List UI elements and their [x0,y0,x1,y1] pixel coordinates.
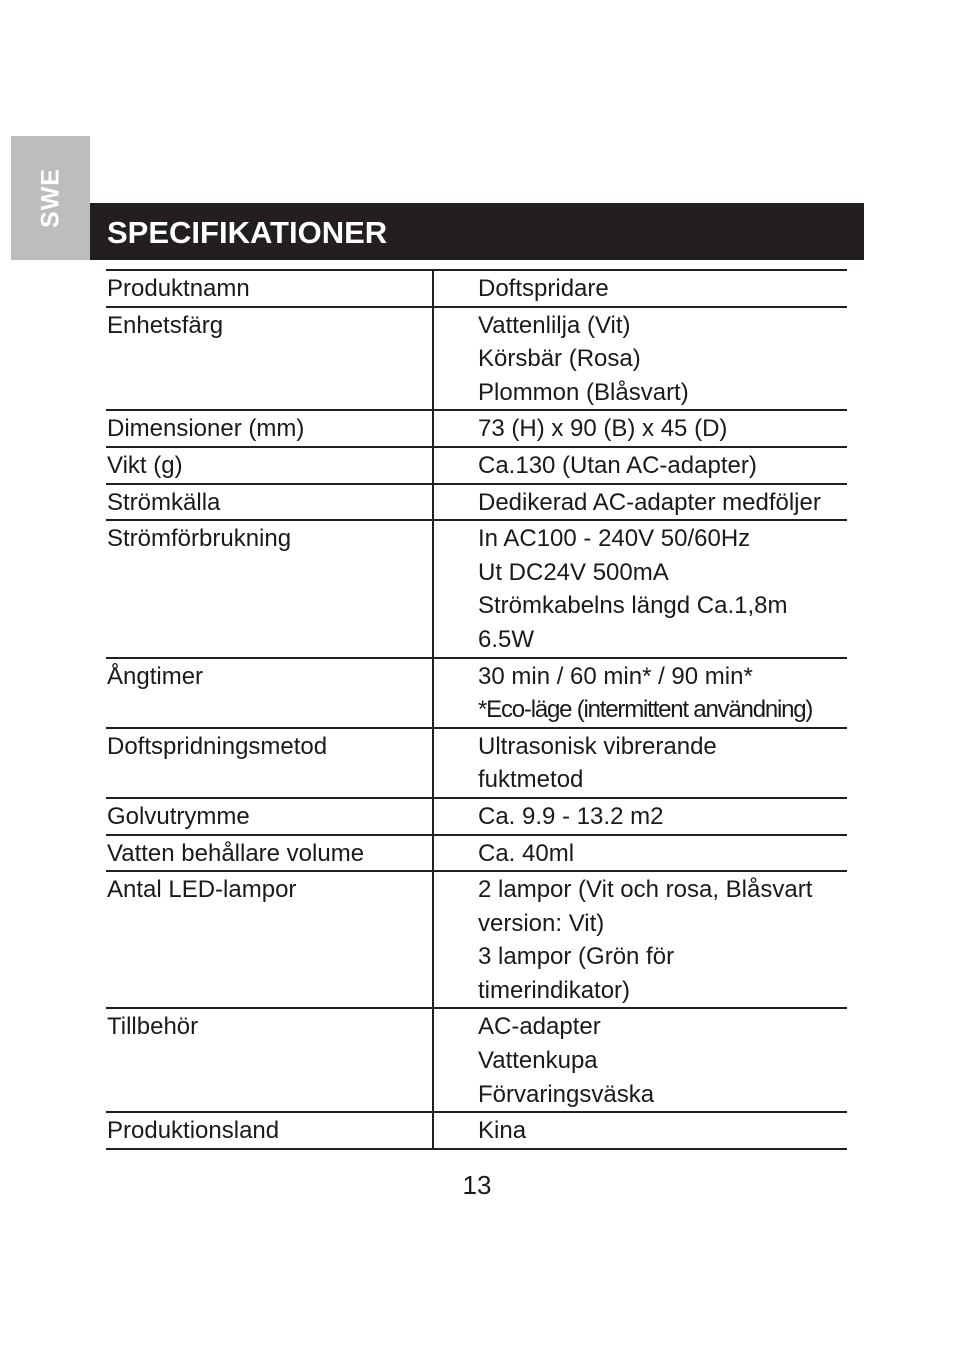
spec-value: Vattenkupa [478,1047,598,1075]
spec-values [434,799,847,834]
spec-value: Ca. 40ml [478,839,575,867]
spec-values [434,411,847,446]
spec-row [106,411,847,448]
spec-label: Strömförbrukning [106,521,434,656]
spec-row [106,799,847,836]
spec-row [106,872,847,1009]
spec-value: Ut DC24V 500mA [478,558,669,586]
spec-values [434,872,847,1007]
spec-label: Produktnamn [106,271,434,306]
spec-values [434,1113,847,1148]
spec-label: Tillbehör [106,1009,434,1111]
spec-value: Dedikerad AC-adapter medföljer [478,488,821,516]
spec-value: Ca.130 (Utan AC-adapter) [478,451,757,479]
page-number: 13 [462,1170,492,1200]
spec-values [434,521,847,656]
spec-value: 3 lampor (Grön för [478,943,675,971]
spec-value: Kina [478,1117,527,1145]
spec-values [434,271,847,306]
spec-row [106,271,847,308]
spec-value: version: Vit) [478,909,605,937]
spec-values [434,1009,847,1111]
language-tab [11,136,90,260]
spec-label: Enhetsfärg [106,308,434,410]
spec-value: Förvaringsväska [478,1080,655,1108]
spec-value: *Eco-läge (intermittent användning) [478,696,813,724]
spec-value: Strömkabelns längd Ca.1,8m [478,592,788,620]
spec-value: Körsbär (Rosa) [478,345,641,373]
spec-label: Ångtimer [106,659,434,727]
spec-value: 30 min / 60 min* / 90 min* [478,662,753,690]
spec-value: timerindikator) [478,976,631,1004]
spec-row [106,659,847,729]
spec-value: Ca. 9.9 - 13.2 m2 [478,802,664,830]
spec-label: Vatten behållare volume [106,836,434,871]
spec-row [106,729,847,799]
spec-value: Vattenlilja (Vit) [478,311,631,339]
spec-value: Doftspridare [478,275,609,302]
spec-value: 2 lampor (Vit och rosa, Blåsvart [478,876,813,904]
spec-label: Strömkälla [106,485,434,520]
spec-row [106,836,847,873]
spec-values [434,729,847,797]
spec-label: Golvutrymme [106,799,434,834]
spec-value: Plommon (Blåsvart) [478,378,689,406]
spec-values [434,448,847,483]
section-header [90,203,864,260]
language-tab-label: SWE [36,168,64,228]
spec-label: Vikt (g) [106,448,434,483]
section-title: SPECIFIKATIONER [107,215,388,250]
spec-value: fuktmetod [478,766,584,794]
spec-value: 6.5W [478,625,535,653]
spec-values [434,659,847,727]
spec-values [434,308,847,410]
spec-table [106,269,847,1150]
spec-row [106,308,847,412]
spec-values [434,485,847,520]
spec-row [106,1009,847,1113]
spec-row [106,521,847,658]
spec-row [106,1113,847,1150]
spec-label: Produktionsland [106,1113,434,1148]
spec-value: AC-adapter [478,1013,601,1041]
spec-label: Antal LED-lampor [106,872,434,1007]
spec-value: 73 (H) x 90 (B) x 45 (D) [478,415,728,443]
spec-values [434,836,847,871]
spec-row [106,448,847,485]
spec-label: Doftspridningsmetod [106,729,434,797]
spec-row [106,485,847,522]
spec-value: Ultrasonisk vibrerande [478,732,717,760]
spec-value: In AC100 - 240V 50/60Hz [478,525,751,553]
spec-label: Dimensioner (mm) [106,411,434,446]
